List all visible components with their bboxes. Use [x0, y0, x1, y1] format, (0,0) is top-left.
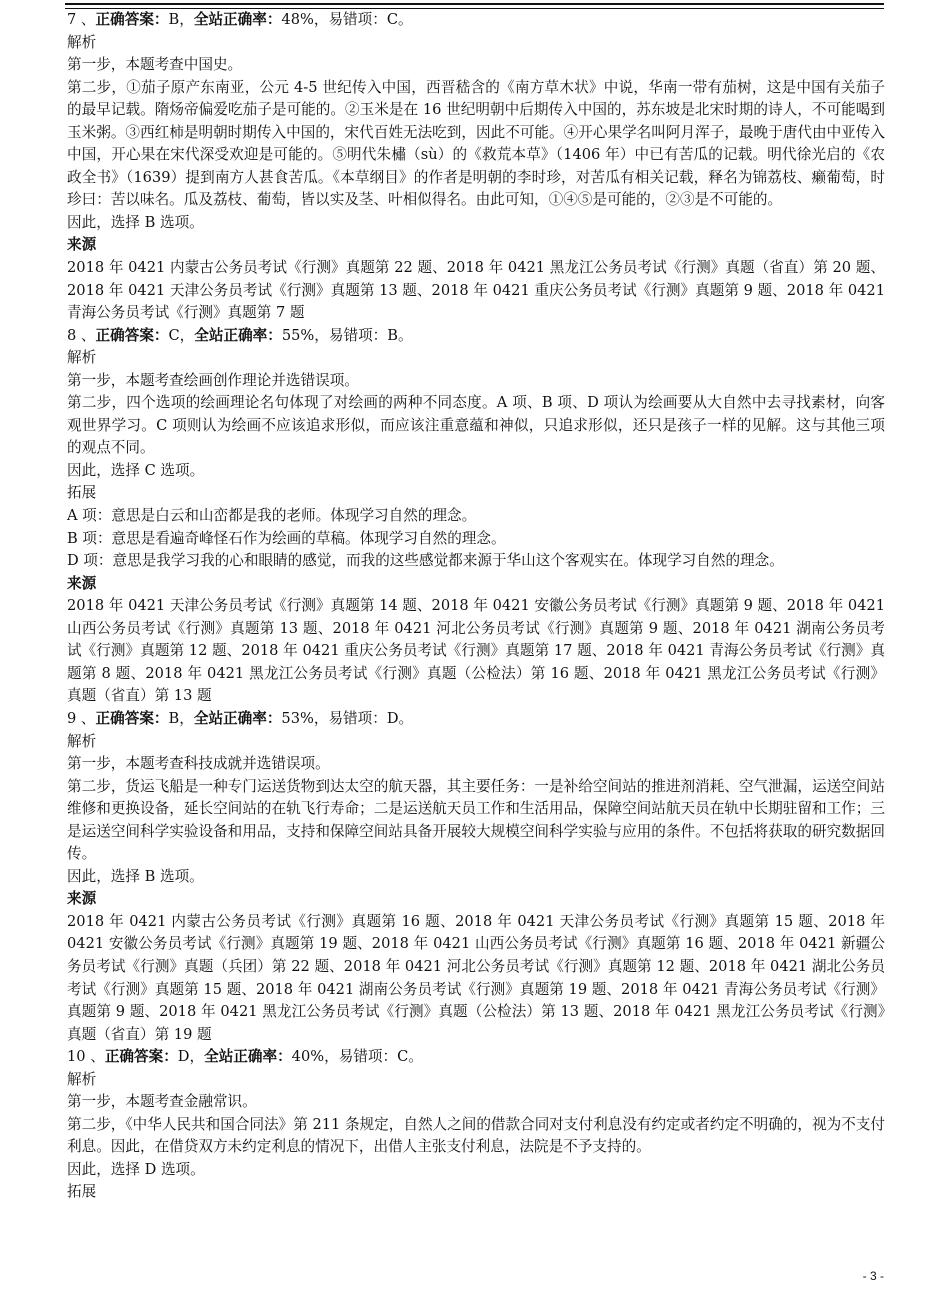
q8-source: 2018 年 0421 天津公务员考试《行测》真题第 14 题、2018 年 0421 安徽公务员考试《行测》真题第 9 题、2018 年 0421 山西公务员考试《行测》真题第 13 题、2018 年 0421 河北公务员考试《行测》真题第 9 题、2018 年 0421 湖南公务员考试《行测》真题第 12 题、2018 年 0421 重庆公务员考试《行测》真题第 17 题、2018 年 0421 青海公务员考试《行测》真题第 8 题、2018 年 0421 黑龙江公务员考试《行测》真题（公检法）第 16 题、2018 年 0421 黑龙江公务员考试《行测》真题（省直）第 13 题	[67, 597, 885, 705]
q10-step2: 第二步，《中华人民共和国合同法》第 211 条规定，自然人之间的借款合同对支付利息没有约定或者约定不明确的，视为不支付利息。因此，在借贷双方未约定利息的情况下，出借人主张支付利息，法院是不予支持的。	[67, 1115, 885, 1156]
q8-source-label: 来源	[67, 574, 97, 592]
q7-step2: 第二步，①茄子原产东南亚，公元 4-5 世纪传入中国，西晋嵇含的《南方草木状》中说，华南一带有茄树，这是中国有关茄子的最早记载。隋炀帝偏爱吃茄子是可能的。②玉米是在 16 世纪明朝中后期传入中国的，苏东坡是北宋时期的诗人，不可能喝到玉米粥。③西红柿是明朝时期传入中国的，宋代百姓无法吃到，因此不可能。④开心果学名叫阿月浑子，最晚于唐代由中亚传入中国，开心果在宋代深受欢迎是可能的。⑤明代朱橚（sù）的《救荒本草》（1406 年）中已有苦瓜的记载。明代徐光启的《农政全书》（1639）提到南方人甚食苦瓜。《本草纲目》的作者是明朝的李时珍，对苦瓜有相关记载，释名为锦荔枝、癞葡萄，时珍曰：苦以味名。瓜及荔枝、葡萄，皆以实及茎、叶相似得名。由此可知，①④⑤是可能的，②③是不可能的。	[67, 78, 885, 209]
header-rule-thick	[65, 3, 884, 5]
q8-step2: 第二步，四个选项的绘画理论名句体现了对绘画的两种不同态度。A 项、B 项、D 项认为绘画要从大自然中去寻找素材，向客观世界学习。C 项则认为绘画不应该追求形似，而应该注重意蕴和神似，只追求形似，还只是孩子一样的见解。这与其他三项的观点不同。	[67, 394, 885, 457]
q7-analysis-label: 解析	[67, 33, 97, 51]
q10-analysis-label: 解析	[67, 1070, 97, 1088]
q7-answer-line: 7 、正确答案：B，全站正确率：48%，易错项：C。	[67, 11, 413, 28]
q10-conclusion: 因此，选择 D 选项。	[67, 1160, 205, 1178]
q9-answer-line: 9 、正确答案：B，全站正确率：53%，易错项：D。	[67, 709, 414, 727]
q10-answer-line: 10 、正确答案：D，全站正确率：40%，易错项：C。	[67, 1048, 423, 1066]
document-body	[67, 9, 885, 1204]
q8-extension-d: D 项：意思是我学习我的心和眼睛的感觉，而我的这些感觉都来源于华山这个客观实在。体现学习自然的理念。	[67, 552, 784, 570]
q9-step2: 第二步，货运飞船是一种专门运送货物到达太空的航天器，其主要任务：一是补给空间站的推进剂消耗、空气泄漏，运送空间站维修和更换设备，延长空间站的在轨飞行寿命；二是运送航天员工作和生活用品，保障空间站航天员在轨中长期驻留和工作；三是运送空间科学实验设备和用品，支持和保障空间站具备开展较大规模空间科学实验与应用的条件。不包括将获取的研究数据回传。	[67, 777, 885, 863]
q8-answer-line: 8 、正确答案：C，全站正确率：55%，易错项：B。	[67, 326, 413, 344]
q9-source-label: 来源	[67, 890, 97, 908]
q8-step1: 第一步，本题考查绘画创作理论并选错误项。	[67, 371, 359, 389]
q9-source: 2018 年 0421 内蒙古公务员考试《行测》真题第 16 题、2018 年 0421 天津公务员考试《行测》真题第 15 题、2018 年 0421 安徽公务员考试《行测》真题第 19 题、2018 年 0421 山西公务员考试《行测》真题第 16 题、2018 年 0421 新疆公务员考试《行测》真题（兵团）第 22 题、2018 年 0421 河北公务员考试《行测》真题第 12 题、2018 年 0421 湖北公务员考试《行测》真题第 15 题、2018 年 0421 湖南公务员考试《行测》真题第 19 题、2018 年 0421 青海公务员考试《行测》真题第 9 题、2018 年 0421 黑龙江公务员考试《行测》真题（公检法）第 13 题、2018 年 0421 黑龙江公务员考试《行测》真题（省直）第 19 题	[67, 912, 885, 1043]
q8-conclusion: 因此，选择 C 选项。	[67, 461, 205, 479]
q8-extension-a: A 项：意思是白云和山峦都是我的老师。体现学习自然的理念。	[67, 507, 477, 525]
q7-source-label: 来源	[67, 236, 97, 254]
q9-conclusion: 因此，选择 B 选项。	[67, 867, 204, 885]
q8-extension-label: 拓展	[67, 484, 97, 502]
q7-conclusion: 因此，选择 B 选项。	[67, 213, 204, 231]
q8-analysis-label: 解析	[67, 349, 97, 367]
q9-analysis-label: 解析	[67, 732, 97, 750]
q8-extension-b: B 项：意思是看遍奇峰怪石作为绘画的草稿。体现学习自然的理念。	[67, 529, 506, 547]
page-number: - 3 -	[862, 1269, 884, 1283]
q7-source: 2018 年 0421 内蒙古公务员考试《行测》真题第 22 题、2018 年 0421 黑龙江公务员考试《行测》真题（省直）第 20 题、2018 年 0421 天津公务员考试《行测》真题第 13 题、2018 年 0421 重庆公务员考试《行测》真题第 9 题、2018 年 0421 青海公务员考试《行测》真题第 7 题	[67, 259, 885, 322]
q10-extension-label: 拓展	[67, 1183, 97, 1201]
q9-step1: 第一步，本题考查科技成就并选错误项。	[67, 755, 330, 773]
q10-step1: 第一步，本题考查金融常识。	[67, 1093, 257, 1111]
q7-step1: 第一步，本题考查中国史。	[67, 56, 243, 74]
